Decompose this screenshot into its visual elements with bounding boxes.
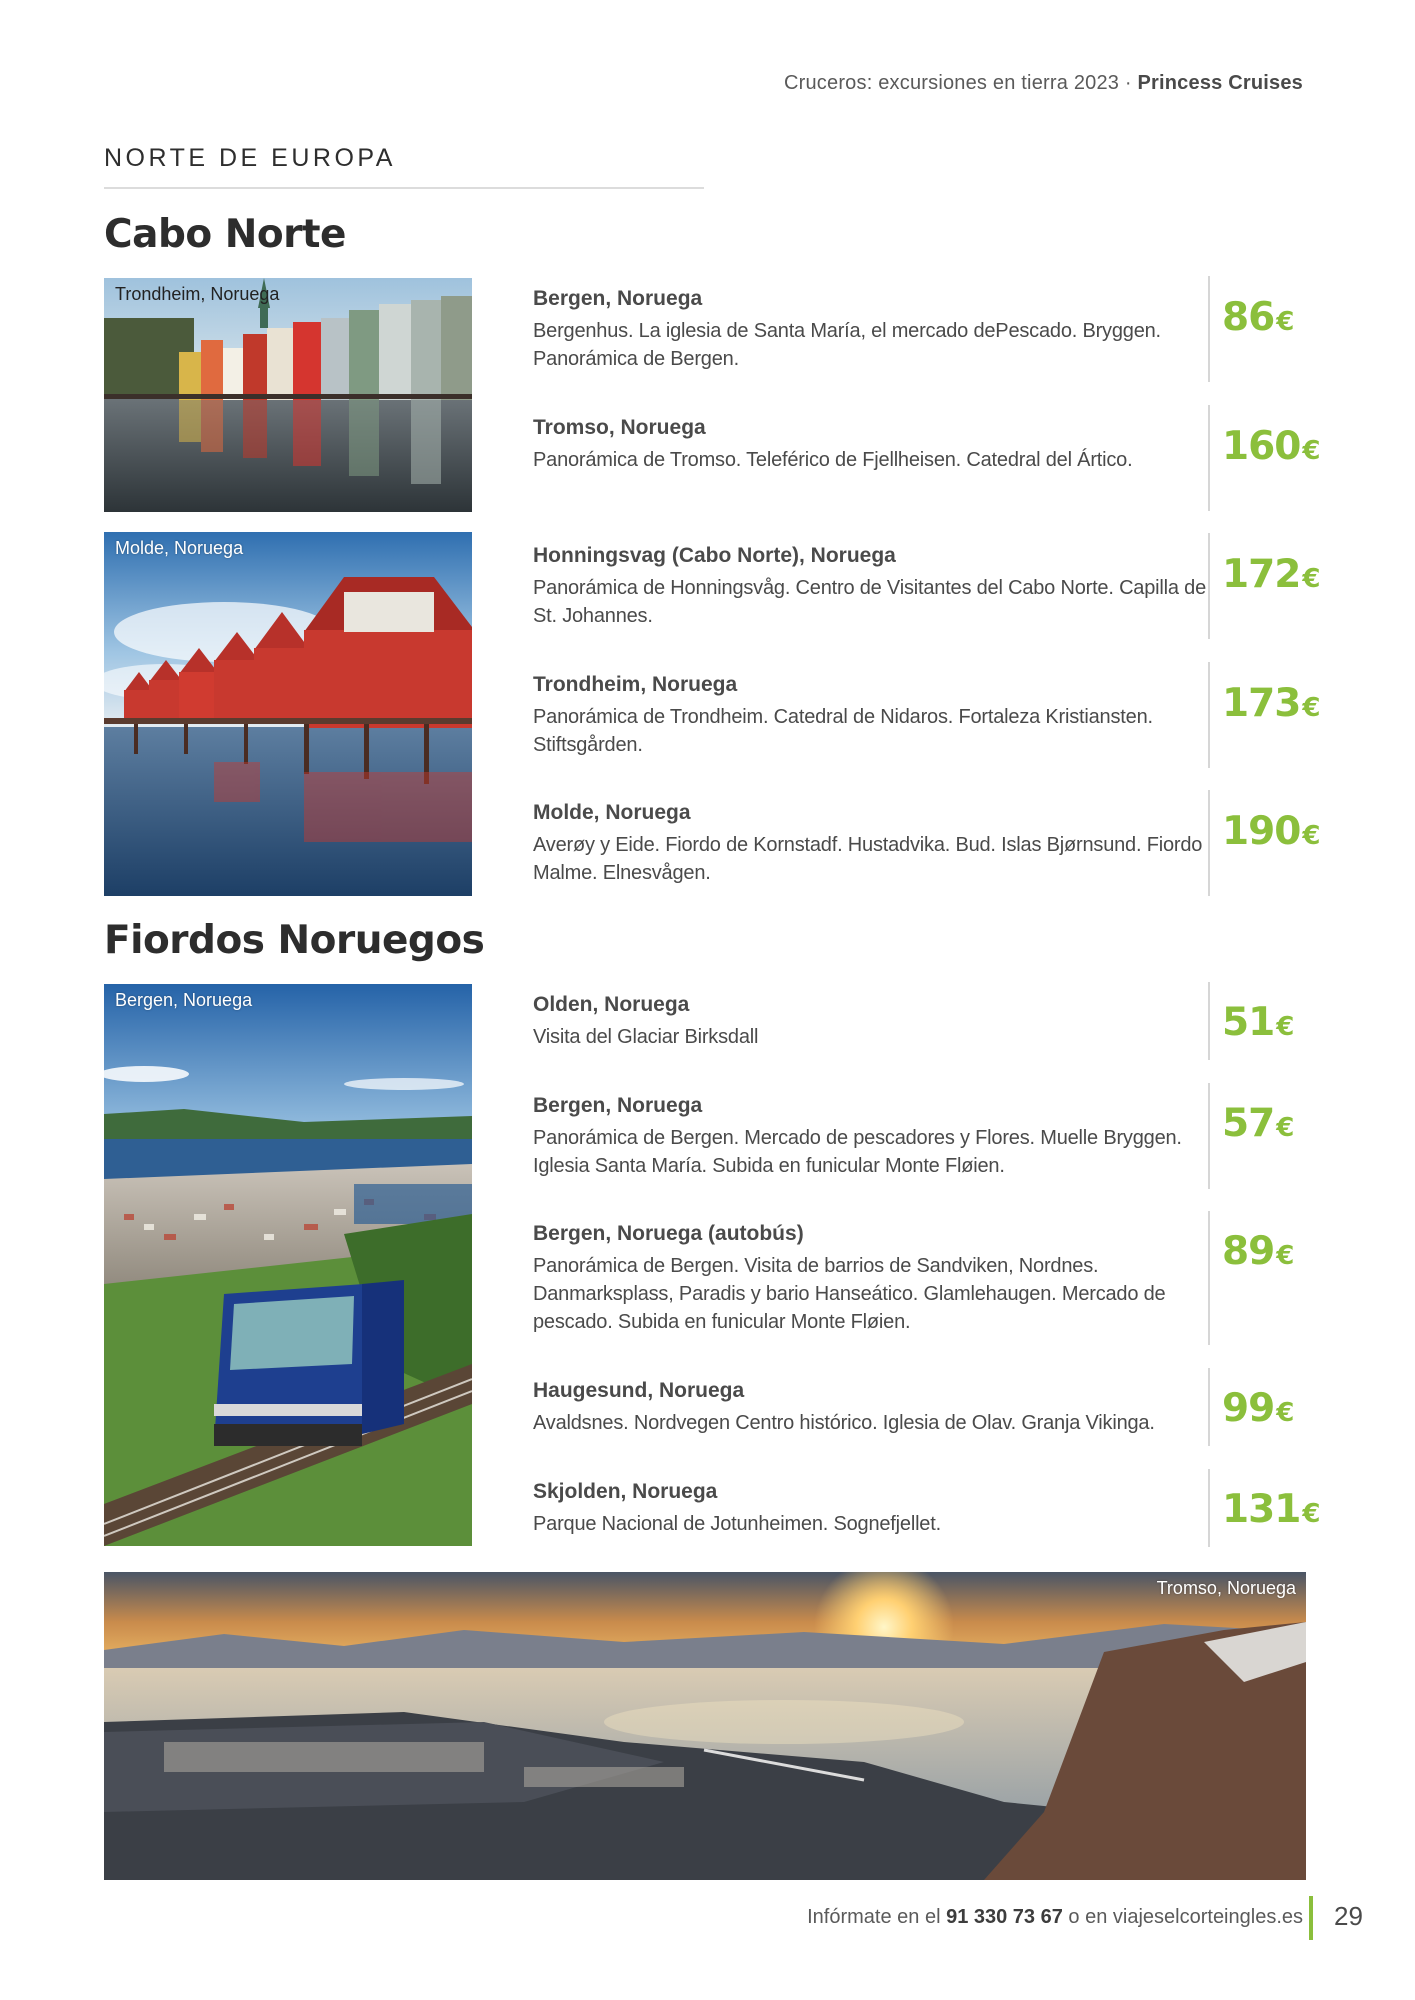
excursion-price bbox=[1222, 1386, 1293, 1431]
price-divider bbox=[1208, 1469, 1210, 1547]
excursion-description: Panorámica de Trondheim. Catedral de Nidaros. Fortaleza Kristiansten. Stiftsgården. bbox=[533, 706, 1153, 756]
price-currency: € bbox=[1276, 1398, 1294, 1428]
price-currency: € bbox=[1302, 436, 1320, 466]
photo-caption: Tromso, Noruega bbox=[1156, 1578, 1296, 1598]
excursion-description: Visita del Glaciar Birksdall bbox=[533, 1026, 759, 1048]
excursion-description: Avaldsnes. Nordvegen Centro histórico. Iglesia de Olav. Granja Vikinga. bbox=[533, 1412, 1155, 1434]
excursion-price bbox=[1222, 681, 1320, 726]
molde-photo bbox=[104, 532, 472, 896]
excursion-item bbox=[533, 1379, 1211, 1437]
region-label: NORTE DE EUROPA bbox=[104, 144, 396, 172]
price-divider bbox=[1208, 1368, 1210, 1446]
price-value: 51 bbox=[1222, 1000, 1275, 1045]
trondheim-photo bbox=[104, 278, 472, 512]
price-value: 172 bbox=[1222, 552, 1301, 597]
excursion-item bbox=[533, 1222, 1211, 1336]
footer-accent-bar bbox=[1309, 1896, 1313, 1940]
page-number: 29 bbox=[1334, 1901, 1363, 1931]
price-divider bbox=[1208, 662, 1210, 768]
price-currency: € bbox=[1276, 1241, 1294, 1271]
footer-phone: 91 330 73 67 bbox=[946, 1906, 1063, 1928]
price-currency: € bbox=[1302, 1499, 1320, 1529]
running-header bbox=[784, 72, 1303, 95]
price-currency: € bbox=[1276, 1113, 1294, 1143]
tromso-sunset-photo bbox=[104, 1572, 1306, 1880]
excursion-item bbox=[533, 1094, 1211, 1180]
excursion-title: Bergen, Noruega bbox=[533, 1094, 703, 1117]
photo-caption: Trondheim, Noruega bbox=[115, 284, 280, 304]
excursion-item bbox=[533, 801, 1211, 887]
price-divider bbox=[1208, 790, 1210, 896]
excursion-item bbox=[533, 544, 1211, 630]
price-value: 57 bbox=[1222, 1101, 1275, 1146]
excursion-title: Bergen, Noruega bbox=[533, 287, 703, 310]
section-title-cabo-norte: Cabo Norte bbox=[104, 212, 346, 257]
excursion-title: Olden, Noruega bbox=[533, 993, 690, 1016]
bergen-funicular-photo bbox=[104, 984, 472, 1546]
excursion-price bbox=[1222, 295, 1293, 340]
price-divider bbox=[1208, 982, 1210, 1060]
excursion-item bbox=[533, 1480, 1211, 1538]
price-divider bbox=[1208, 533, 1210, 639]
price-value: 99 bbox=[1222, 1386, 1275, 1431]
excursion-title: Skjolden, Noruega bbox=[533, 1480, 718, 1503]
footer-contact bbox=[807, 1906, 1303, 1929]
excursion-item bbox=[533, 416, 1211, 474]
excursion-price bbox=[1222, 1487, 1320, 1532]
excursion-description: Bergenhus. La iglesia de Santa María, el mercado dePescado. Bryggen. Panorámica de Bergen. bbox=[533, 320, 1161, 370]
price-value: 160 bbox=[1222, 424, 1301, 469]
photo-caption: Bergen, Noruega bbox=[115, 990, 253, 1010]
excursion-price bbox=[1222, 1101, 1293, 1146]
excursion-description: Panorámica de Tromso. Teleférico de Fjellheisen. Catedral del Ártico. bbox=[533, 449, 1133, 471]
price-value: 190 bbox=[1222, 809, 1301, 854]
price-value: 131 bbox=[1222, 1487, 1301, 1532]
excursion-title: Haugesund, Noruega bbox=[533, 1379, 745, 1402]
price-value: 89 bbox=[1222, 1229, 1275, 1274]
excursion-item bbox=[533, 287, 1211, 373]
header-brand: Princess Cruises bbox=[1137, 72, 1303, 94]
price-value: 86 bbox=[1222, 295, 1275, 340]
excursion-price bbox=[1222, 552, 1320, 597]
price-value: 173 bbox=[1222, 681, 1301, 726]
excursion-title: Molde, Noruega bbox=[533, 801, 691, 824]
excursion-price bbox=[1222, 1229, 1293, 1274]
excursion-title: Tromso, Noruega bbox=[533, 416, 706, 439]
price-currency: € bbox=[1302, 693, 1320, 723]
price-currency: € bbox=[1302, 821, 1320, 851]
header-prefix: Cruceros: excursiones en tierra 2023 · bbox=[783, 72, 1138, 94]
price-divider bbox=[1208, 405, 1210, 511]
price-currency: € bbox=[1302, 564, 1320, 594]
excursion-item bbox=[533, 993, 1211, 1051]
excursion-title: Honningsvag (Cabo Norte), Noruega bbox=[533, 544, 896, 567]
excursion-price bbox=[1222, 1000, 1293, 1045]
excursion-price bbox=[1222, 809, 1320, 854]
section-title-fiordos-noruegos: Fiordos Noruegos bbox=[104, 918, 485, 963]
excursion-description: Averøy y Eide. Fiordo de Kornstadf. Hustadvika. Bud. Islas Bjørnsund. Fiordo Malme. Elnesvågen. bbox=[533, 834, 1203, 884]
photo-caption: Molde, Noruega bbox=[115, 538, 244, 558]
excursion-item bbox=[533, 673, 1211, 759]
footer-website: o en viajeselcorteingles.es bbox=[1062, 1906, 1303, 1928]
price-divider bbox=[1208, 1083, 1210, 1189]
excursion-title: Trondheim, Noruega bbox=[533, 673, 738, 696]
excursion-price bbox=[1222, 424, 1320, 469]
price-divider bbox=[1208, 276, 1210, 382]
region-divider bbox=[104, 187, 704, 189]
price-divider bbox=[1208, 1211, 1210, 1345]
price-currency: € bbox=[1276, 1012, 1294, 1042]
price-currency: € bbox=[1276, 307, 1294, 337]
footer-prefix: Infórmate en el bbox=[807, 1906, 947, 1928]
excursion-description: Panorámica de Honningsvåg. Centro de Visitantes del Cabo Norte. Capilla de St. Johannes. bbox=[533, 577, 1207, 627]
excursion-description: Parque Nacional de Jotunheimen. Sognefjellet. bbox=[533, 1513, 941, 1535]
excursion-description: Panorámica de Bergen. Mercado de pescadores y Flores. Muelle Bryggen. Iglesia Santa María. Subida en funicular Monte Fløien. bbox=[533, 1127, 1182, 1177]
excursion-description: Panorámica de Bergen. Visita de barrios de Sandviken, Nordnes. Danmarksplass, Paradis y bario Hanseático. Glamlehaugen. Mercado de pescado. Subida en funicular Monte Fløien. bbox=[533, 1255, 1166, 1333]
excursion-title: Bergen, Noruega (autobús) bbox=[533, 1222, 804, 1245]
